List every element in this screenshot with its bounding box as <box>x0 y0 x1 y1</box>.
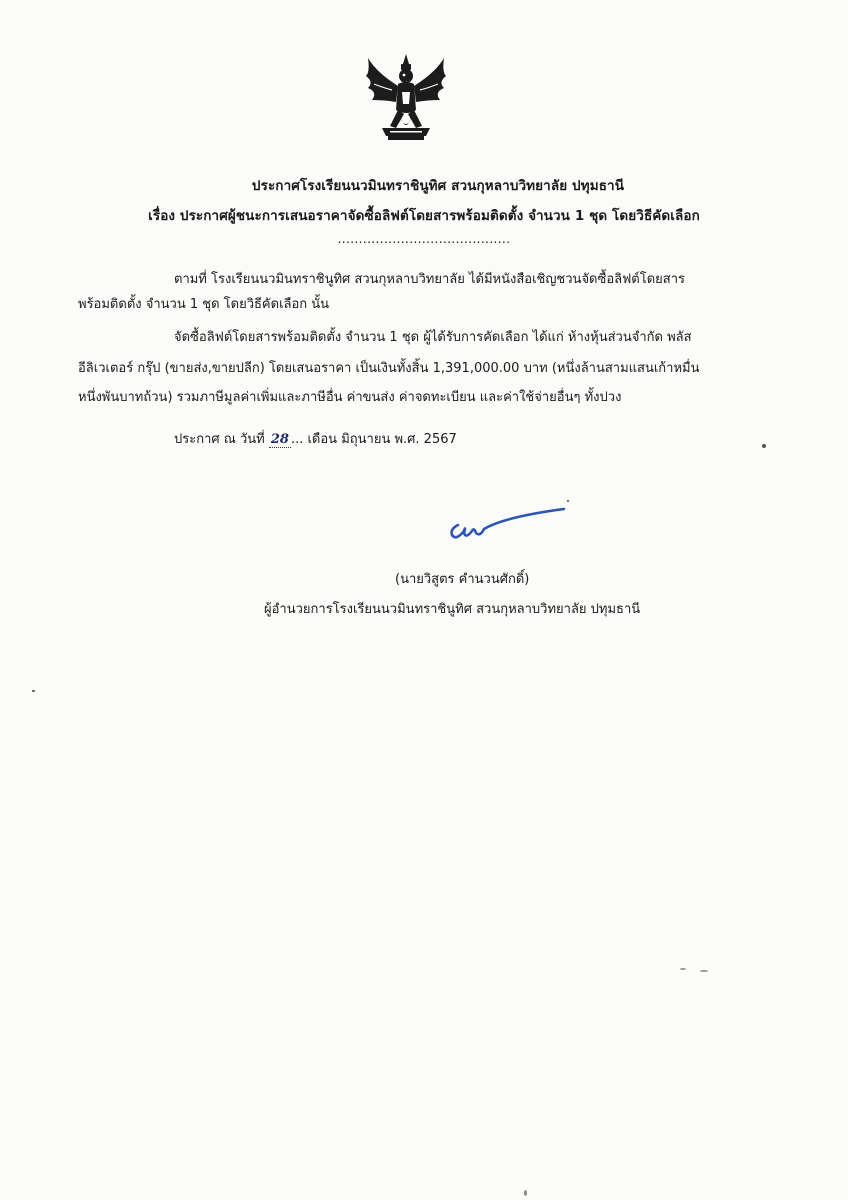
announcement-title: ประกาศโรงเรียนนวมินทราชินูทิศ สวนกุหลาบวิทยาลัย ปทุมธานี <box>251 178 625 194</box>
handwritten-signature <box>444 495 574 545</box>
scan-speck <box>762 444 766 448</box>
paragraph-2-line-3: หนึ่งพันบาทถ้วน) รวมภาษีมูลค่าเพิ่มและภาษีอื่น ค่าขนส่ง ค่าจดทะเบียน และค่าใช้จ่ายอื่นๆ ทั้งปวง <box>78 390 622 405</box>
title-separator: ......................................... <box>337 232 511 246</box>
paragraph-2-line-1: จัดซื้อลิฟต์โดยสารพร้อมติดตั้ง จำนวน 1 ชุด ผู้ได้รับการคัดเลือก ได้แก่ ห้างหุ้นส่วนจำกัด พลัส <box>174 330 692 345</box>
signatory-name: (นายวิสูตร คำนวนศักดิ์) <box>395 572 530 587</box>
paragraph-2-line-2: อีลิเวเตอร์ กรุ๊ป (ขายส่ง,ขายปลีก) โดยเสนอราคา เป็นเงินทั้งสิ้น 1,391,000.00 บาท (หนึ่งล้านสามแสนเก้าหมื่น <box>78 361 700 376</box>
paragraph-1-line-1: ตามที่ โรงเรียนนวมินทราชินูทิศ สวนกุหลาบวิทยาลัย ได้มีหนังสือเชิญชวนจัดซื้อลิฟต์โดยสาร <box>174 272 686 287</box>
scan-speck <box>680 968 686 970</box>
date-prefix: ประกาศ ณ วันที่ <box>174 432 269 447</box>
scan-speck <box>32 690 35 692</box>
paragraph-1-line-2: พร้อมติดตั้ง จำนวน 1 ชุด โดยวิธีคัดเลือก นั้น <box>78 297 330 312</box>
signatory-position: ผู้อำนวยการโรงเรียนนวมินทราชินูทิศ สวนกุหลาบวิทยาลัย ปทุมธานี <box>264 602 641 617</box>
date-day-handwritten: 28 <box>270 432 289 447</box>
date-suffix: ... เดือน มิถุนายน พ.ศ. 2567 <box>290 432 457 447</box>
announcement-date <box>174 428 457 449</box>
garuda-emblem-icon <box>362 52 450 144</box>
scan-speck <box>700 970 708 972</box>
announcement-subject: เรื่อง ประกาศผู้ชนะการเสนอราคาจัดซื้อลิฟต์โดยสารพร้อมติดตั้ง จำนวน 1 ชุด โดยวิธีคัดเลือก <box>148 208 700 224</box>
scan-speck <box>524 1190 527 1196</box>
